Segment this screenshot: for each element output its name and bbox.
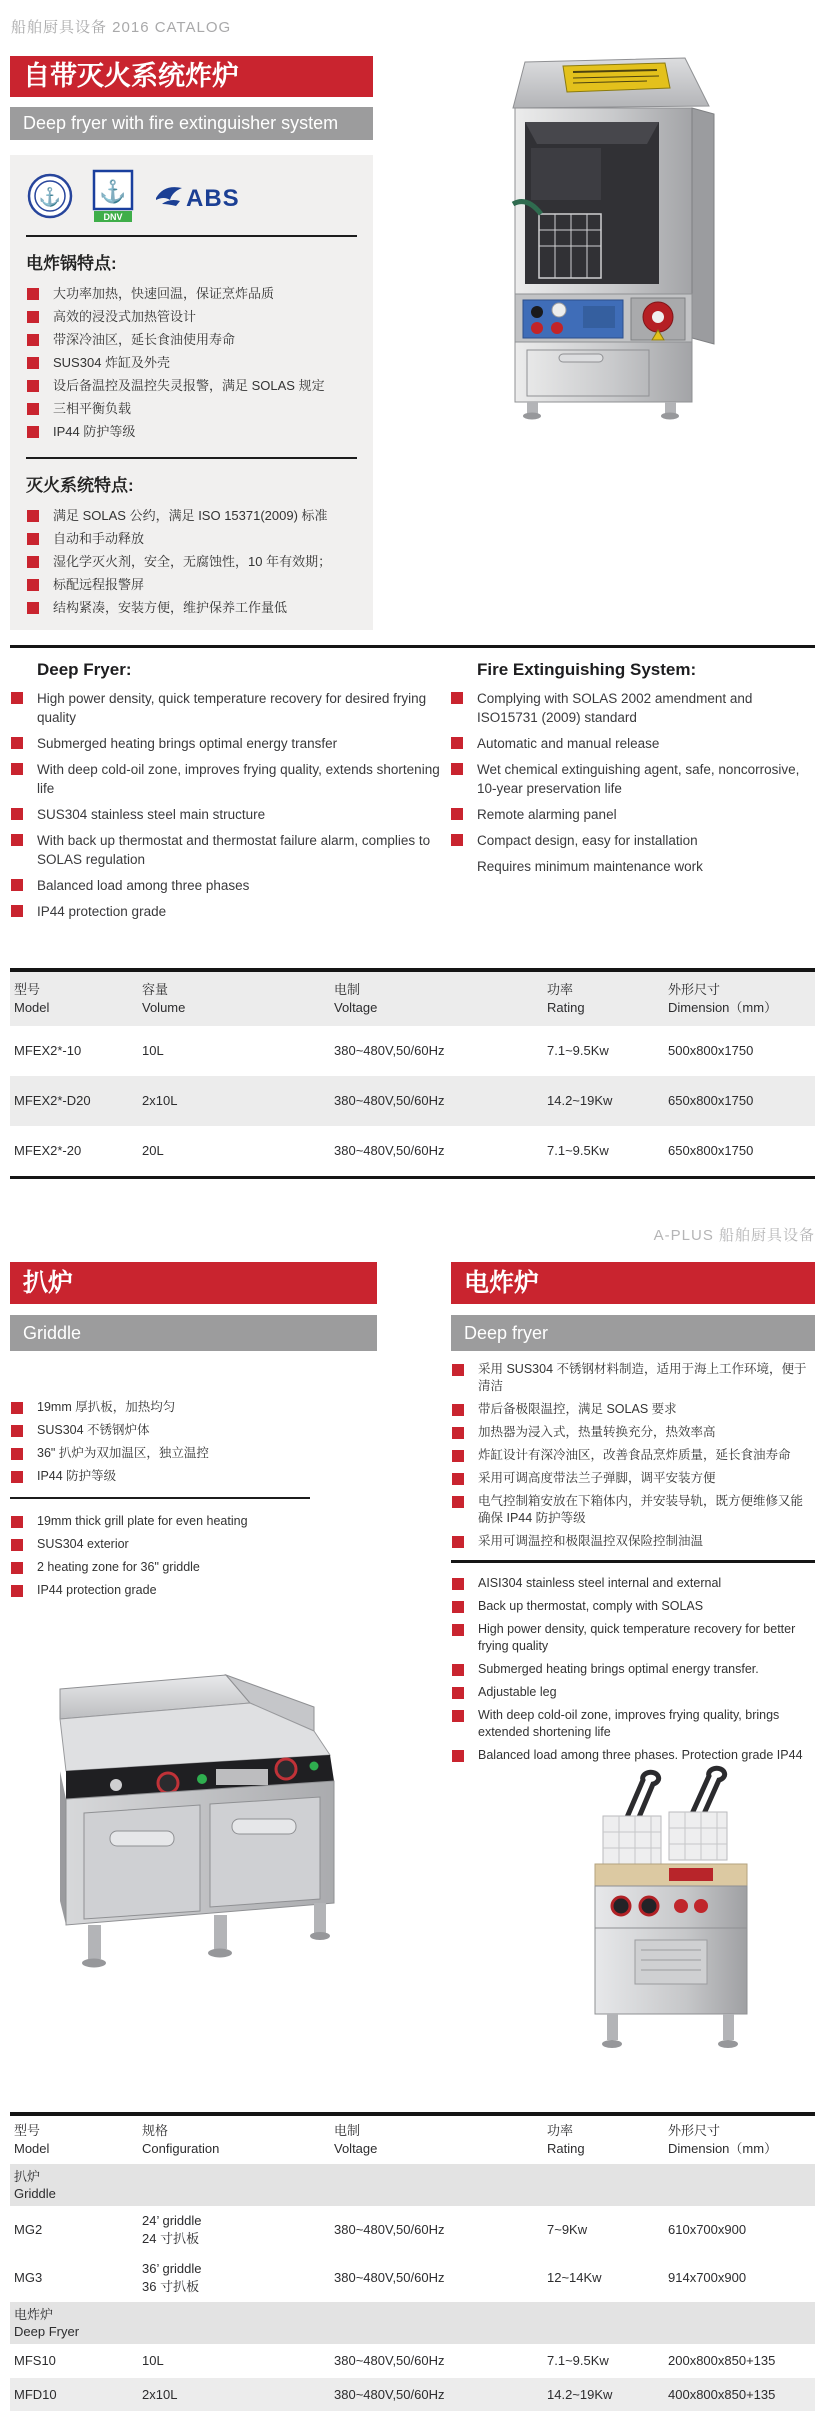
bullet-square-icon [452,1427,464,1439]
header-dimension: 外形尺寸 Dimension（mm） [668,982,778,1015]
header-volume: 容量 Volume [142,982,186,1015]
feature-text: Balanced load among three phases. Protection grade IP44 [478,1748,803,1762]
feature-text: 标配远程报警屏 [53,577,145,592]
header-voltage: 电制 Voltage [334,982,378,1015]
feature-text: 带后备极限温控，满足 SOLAS 要求 [478,1402,677,1416]
extinguisher-note: Requires minimum maintenance work [477,859,703,874]
bullet-square-icon [27,556,39,568]
cell-dimension: 500x800x1750 [668,1043,754,1058]
bullet-square-icon [11,1448,23,1460]
feature-text: IP44 protection grade [37,1583,157,1597]
feature-text: With back up thermostat and thermostat failure alarm, complies to SOLAS regulation [37,833,431,867]
feature-item [451,1598,815,1615]
feature-item [26,400,357,418]
bullet-square-icon [452,1450,464,1462]
table-row [10,1126,815,1176]
cell-model: MFEX2*-20 [14,1143,82,1158]
feature-item [26,354,357,372]
bullet-square-icon [452,1710,464,1722]
feature-item [451,1493,815,1527]
bullet-square-icon [27,579,39,591]
cell-dimension: 650x800x1750 [668,1143,754,1158]
deep-fryer-features-cn-list [451,1361,815,1550]
feature-item [26,530,357,548]
griddle-features-en-list [10,1513,377,1599]
spec-table-fryer-system [10,968,815,1179]
section-title-cn: 自带灭火系统炸炉 [10,56,373,97]
table-row [10,2378,815,2411]
extinguisher-features-cn-list [26,507,357,617]
feature-item [451,1621,815,1655]
bullet-square-icon [11,1471,23,1483]
feature-text: AISI304 stainless steel internal and external [478,1576,722,1590]
feature-item [10,1536,377,1553]
bullet-square-icon [27,334,39,346]
panel-divider [26,457,357,459]
feature-item [451,1575,815,1592]
cell-voltage: 380~480V,50/60Hz [334,1043,445,1058]
bullet-square-icon [27,311,39,323]
feature-item [10,1422,377,1439]
feature-item [26,553,357,571]
feature-item [450,760,815,798]
bullet-square-icon [451,808,463,820]
feature-text: Remote alarming panel [477,807,617,822]
feature-item [26,423,357,441]
feature-text: 采用 SUS304 不锈钢材料制造，适用于海上工作环境，便于清洁 [478,1362,807,1393]
feature-text: Balanced load among three phases [37,878,250,893]
feature-item [10,689,450,727]
feature-item [26,308,357,326]
bullet-square-icon [451,737,463,749]
bullet-square-icon [452,1364,464,1376]
bullet-square-icon [452,1624,464,1636]
header-model: 型号 Model [14,2123,50,2156]
group-label: 扒炉 Griddle [10,2164,815,2206]
feature-item [450,734,815,753]
cell-model: MG3 [14,2270,43,2285]
feature-item [451,1747,815,1764]
feature-text: IP44 防护等级 [37,1469,117,1483]
header-configuration: 规格 Configuration [142,2123,220,2156]
table-row [10,2254,815,2302]
header-model: 型号 Model [14,982,50,1015]
bullet-square-icon [11,1585,23,1597]
bullet-square-icon [452,1473,464,1485]
feature-text: Back up thermostat, comply with SOLAS [478,1599,704,1613]
feature-item [10,1445,377,1462]
deep-fryer-features-en-list [451,1575,815,1764]
section-griddle [10,1262,377,2000]
cell-voltage: 380~480V,50/60Hz [334,2222,445,2237]
feature-item [451,1447,815,1464]
feature-item [26,331,357,349]
cell-rating: 12~14Kw [547,2270,602,2285]
feature-item [10,831,450,869]
feature-text: 自动和手动释放 [53,531,145,546]
brand-footer: A-PLUS 船舶厨具设备 [653,1227,815,1244]
cell-rating: 7.1~9.5Kw [547,1043,609,1058]
feature-text: 电气控制箱安放在下箱体内，并安装导轨，既方便维修又能确保 IP44 防护等级 [478,1494,804,1525]
cell-configuration: 10L [142,2353,164,2368]
bullet-square-icon [11,1402,23,1414]
feature-item [451,1533,815,1550]
table-header-row [10,2116,815,2164]
deep-fryer-features-en [10,660,450,928]
feature-text: 36" 扒炉为双加温区，独立温控 [37,1446,209,1460]
feature-item [10,1468,377,1485]
cell-configuration: 36’ griddle 36 寸扒板 [142,2261,202,2294]
column-divider [10,1497,310,1499]
feature-item [26,507,357,525]
bullet-square-icon [11,737,23,749]
panel-divider [26,235,357,237]
table-header-row [10,972,815,1026]
section-deep-fryer [451,1262,815,2061]
feature-item [26,285,357,303]
header-rating: 功率 Rating [547,2123,585,2156]
bullet-square-icon [27,403,39,415]
feature-item [26,599,357,617]
feature-item [10,1399,377,1416]
extinguisher-features-en [450,660,815,928]
feature-text: Complying with SOLAS 2002 amendment and ISO15731 (2009) standard [477,691,753,725]
griddle-subtitle-en: Griddle [10,1315,377,1351]
table-row [10,1026,815,1076]
feature-text: 加热器为浸入式，热量转换充分，热效率高 [478,1425,716,1439]
feature-text: Submerged heating brings optimal energy transfer. [478,1662,759,1676]
cell-model: MG2 [14,2222,43,2237]
bullet-square-icon [452,1496,464,1508]
bullet-square-icon [451,763,463,775]
cell-rating: 7.1~9.5Kw [547,2353,609,2368]
header-voltage: 电制 Voltage [334,2123,378,2156]
fryer-features-cn-list [26,285,357,441]
bullet-square-icon [27,357,39,369]
cell-voltage: 380~480V,50/60Hz [334,1143,445,1158]
fryer-with-extinguisher-photo [497,52,747,420]
features-panel [10,155,373,630]
feature-text: IP44 protection grade [37,904,167,919]
feature-text: 设后备温控及温控失灵报警，满足 SOLAS 规定 [53,378,325,393]
feature-text: 大功率加热，快速回温，保证烹炸品质 [53,286,275,301]
cell-voltage: 380~480V,50/60Hz [334,2387,445,2402]
feature-item [10,805,450,824]
feature-text: High power density, quick temperature recovery for better frying quality [478,1622,796,1653]
feature-text: 湿化学灭火剂，安全，无腐蚀性，10 年有效期； [53,554,332,569]
cell-voltage: 380~480V,50/60Hz [334,2353,445,2368]
bullet-square-icon [452,1578,464,1590]
section-divider [10,645,815,648]
cell-volume: 10L [142,1043,164,1058]
feature-item [451,1361,815,1395]
bullet-square-icon [452,1664,464,1676]
feature-item [451,1707,815,1741]
bullet-square-icon [452,1536,464,1548]
catalog-header: 船舶厨具设备 2016 CATALOG [11,19,232,36]
bullet-square-icon [11,834,23,846]
fryer-features-cn-heading: 电炸锅特点: [26,254,117,273]
feature-item [451,1684,815,1701]
cell-voltage: 380~480V,50/60Hz [334,2270,445,2285]
bullet-square-icon [452,1404,464,1416]
cell-model: MFEX2*-10 [14,1043,82,1058]
feature-item [450,689,815,727]
griddle-title-cn: 扒炉 [10,1262,377,1304]
table-group-row [10,2164,815,2206]
feature-text: Compact design, easy for installation [477,833,698,848]
bullet-square-icon [11,763,23,775]
feature-text: Wet chemical extinguishing agent, safe, noncorrosive, 10-year preservation life [477,762,800,796]
feature-text: 满足 SOLAS 公约，满足 ISO 15371(2009) 标准 [53,508,328,523]
feature-text: High power density, quick temperature recovery for desired frying quality [37,691,427,725]
bullet-square-icon [27,288,39,300]
cell-dimension: 200x800x850+135 [668,2353,776,2368]
griddle-features-cn-list [10,1399,377,1485]
cell-volume: 2x10L [142,1093,178,1108]
feature-item [10,1513,377,1530]
english-features [10,660,815,928]
feature-text: 带深冷油区，延长食油使用寿命 [53,332,236,347]
cell-rating: 14.2~19Kw [547,2387,613,2402]
bullet-square-icon [11,905,23,917]
cell-configuration: 2x10L [142,2387,178,2402]
abs-logo-label: ABS [186,185,240,212]
cell-dimension: 650x800x1750 [668,1093,754,1108]
feature-item [451,1470,815,1487]
extinguisher-en-heading: Fire Extinguishing System: [477,660,697,679]
dnv-logo-label: DNV [103,212,123,222]
bullet-square-icon [452,1687,464,1699]
feature-text: 19mm thick grill plate for even heating [37,1514,248,1528]
header-rating: 功率 Rating [547,982,585,1015]
feature-text: 高效的浸没式加热管设计 [53,309,197,324]
cell-rating: 14.2~19Kw [547,1093,613,1108]
feature-text: SUS304 炸缸及外壳 [53,355,171,370]
svg-text:⚓: ⚓ [38,187,62,207]
feature-item [10,1559,377,1576]
cell-configuration: 24’ griddle 24 寸扒板 [142,2213,202,2246]
feature-text: SUS304 stainless steel main structure [37,807,266,822]
feature-item [26,576,357,594]
bullet-square-icon [27,510,39,522]
dnv-logo-icon [92,169,134,223]
feature-item [450,831,815,850]
column-divider [451,1560,815,1563]
feature-text: 采用可调温控和极限温控双保险控制油温 [478,1534,704,1548]
feature-text: With deep cold-oil zone, improves frying quality, extends shortening life [37,762,440,796]
bullet-square-icon [11,1425,23,1437]
bullet-square-icon [11,1562,23,1574]
feature-item [451,1424,815,1441]
table-group-row [10,2302,815,2344]
extinguisher-en-list [450,689,815,850]
bullet-square-icon [11,879,23,891]
svg-text:⚓: ⚓ [99,179,127,204]
feature-text: Automatic and manual release [477,736,660,751]
feature-text: With deep cold-oil zone, improves frying quality, brings extended shortening life [478,1708,780,1739]
cell-volume: 20L [142,1143,164,1158]
certification-logos [26,169,357,223]
feature-text: 19mm 厚扒板，加热均匀 [37,1400,176,1414]
cell-model: MFEX2*-D20 [14,1093,91,1108]
deep-fryer-photo [573,1764,773,2056]
bullet-square-icon [11,692,23,704]
cell-voltage: 380~480V,50/60Hz [334,1093,445,1108]
feature-item [10,1582,377,1599]
section-subtitle-en: Deep fryer with fire extinguisher system [10,107,373,140]
feature-text: 2 heating zone for 36" griddle [37,1560,200,1574]
cell-model: MFS10 [14,2353,56,2368]
feature-item [451,1661,815,1678]
feature-item [10,734,450,753]
griddle-photo [18,1663,368,1995]
cell-dimension: 400x800x850+135 [668,2387,776,2402]
feature-text: Adjustable leg [478,1685,557,1699]
bullet-square-icon [452,1601,464,1613]
deep-fryer-en-heading: Deep Fryer: [37,660,132,679]
feature-item [10,760,450,798]
feature-item [10,876,450,895]
cell-dimension: 610x700x900 [668,2222,747,2237]
bullet-square-icon [27,426,39,438]
bullet-square-icon [27,380,39,392]
feature-text: 结构紧凑，安装方便，维护保养工作量低 [53,600,288,615]
bullet-square-icon [452,1750,464,1762]
feature-text: IP44 防护等级 [53,424,136,439]
bullet-square-icon [11,1516,23,1528]
table-row [10,1076,815,1126]
extinguisher-features-cn-heading: 灭火系统特点: [26,476,134,495]
section-fryer-system [10,56,373,630]
feature-text: 三相平衡负载 [53,401,132,416]
ccs-logo-icon [26,172,74,220]
bullet-square-icon [451,692,463,704]
table-row [10,2344,815,2378]
feature-text: SUS304 不锈钢炉体 [37,1423,150,1437]
header-dimension: 外形尺寸 Dimension（mm） [668,2123,778,2156]
feature-item [451,1401,815,1418]
cell-dimension: 914x700x900 [668,2270,747,2285]
table-row [10,2206,815,2254]
bullet-square-icon [27,602,39,614]
feature-item [10,902,450,921]
deep-fryer-title-cn: 电炸炉 [451,1262,815,1304]
deep-fryer-en-list [10,689,450,921]
feature-text: SUS304 exterior [37,1537,129,1551]
cell-rating: 7.1~9.5Kw [547,1143,609,1158]
bullet-square-icon [11,808,23,820]
feature-text: 采用可调高度带法兰子弹脚，调平安装方便 [478,1471,716,1485]
cell-model: MFD10 [14,2387,57,2402]
cell-rating: 7~9Kw [547,2222,588,2237]
bullet-square-icon [11,1539,23,1551]
spec-table-griddle-fryer [10,2112,815,2411]
feature-text: Submerged heating brings optimal energy transfer [37,736,338,751]
abs-logo-icon [152,178,248,214]
feature-item [450,805,815,824]
feature-text: 炸缸设计有深冷油区，改善食品烹炸质量，延长食油寿命 [478,1448,791,1462]
group-label: 电炸炉 Deep Fryer [10,2302,815,2344]
bullet-square-icon [451,834,463,846]
bullet-square-icon [27,533,39,545]
deep-fryer-subtitle-en: Deep fryer [451,1315,815,1351]
feature-item [26,377,357,395]
